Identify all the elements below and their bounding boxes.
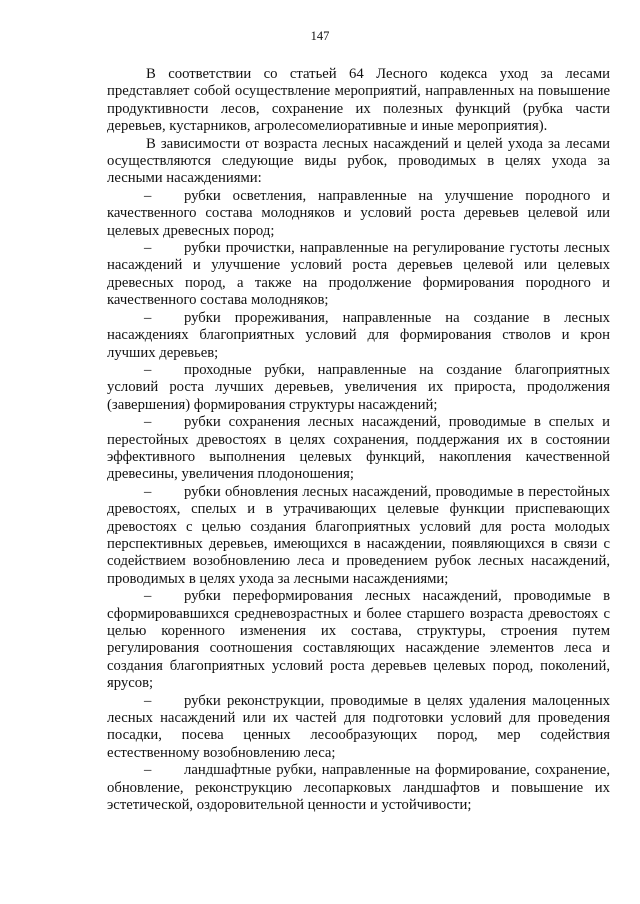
list-item-preservation-cutting xyxy=(107,414,610,484)
list-dash: – xyxy=(144,240,152,257)
list-dash: – xyxy=(144,483,152,500)
list-item-text: рубки осветления, направленные на улучшение породного и качественного состава молодняков и условий роста деревьев целевой или целевых древесных пород; xyxy=(107,187,610,239)
list-item-text: рубки переформирования лесных насаждений, проводимые в сформировавшихся средневозрастных и более старшего возраста древостоях с целью коренного изменения их состава, структуры, строения путем регулирования соотношения составляющих насаждение элементов леса и создания благоприятных условий роста деревьев целевых пород, поколений, ярусов; xyxy=(107,588,610,692)
list-item-landscape-cutting xyxy=(107,762,610,814)
list-dash: – xyxy=(144,309,152,326)
list-item-cleaning-cutting xyxy=(107,240,610,310)
list-item-thinning-cutting xyxy=(107,310,610,362)
list-dash: – xyxy=(144,361,152,378)
list-item-text: рубки прореживания, направленные на создание в лесных насаждениях благоприятных условий для формирования стволов и крон лучших деревьев; xyxy=(107,309,610,361)
intro-paragraph-cutting-types: В зависимости от возраста лесных насаждений и целей ухода за лесами осуществляются следующие виды рубок, проводимых в целях ухода за лесными насаждениями: xyxy=(107,135,610,187)
intro-paragraph-forest-care: В соответствии со статьей 64 Лесного кодекса уход за лесами представляет собой осуществление мероприятий, направленных на повышение продуктивности лесов, сохранение их полезных функций (рубка части деревьев, кустарников, агролесомелиоративные и иные мероприятия). xyxy=(107,66,610,135)
document-body xyxy=(107,66,610,814)
list-dash: – xyxy=(144,414,152,431)
list-item-text: рубки прочистки, направленные на регулирование густоты лесных насаждений и улучшение условий роста деревьев целевой или целевых древесных пород, а также на продолжение формирования породного и качественного состава молодняков; xyxy=(107,240,610,309)
list-item-text: рубки реконструкции, проводимые в целях удаления малоценных лесных насаждений или их частей для подготовки условий для проведения посадки, посева ценных лесообразующих пород, мер содействия естественному возобновлению леса; xyxy=(107,692,610,761)
list-dash: – xyxy=(144,692,152,709)
list-item-text: ландшафтные рубки, направленные на формирование, сохранение, обновление, реконструкцию лесопарковых ландшафтов и повышение их эстетической, оздоровительной ценности и устойчивости; xyxy=(107,762,610,814)
list-dash: – xyxy=(144,187,152,204)
list-item-reformation-cutting xyxy=(107,588,610,692)
list-item-text: рубки сохранения лесных насаждений, проводимые в спелых и перестойных древостоях в целях сохранения, поддержания их в состоянии эффективного выполнения целевых функций, накопления качественной древесины, увеличения плодоношения; xyxy=(107,414,610,483)
list-item-clarification-cutting xyxy=(107,188,610,240)
list-item-text: проходные рубки, направленные на создание благоприятных условий роста лучших деревьев, увеличения их прироста, продолжения (завершения) формирования структуры насаждений; xyxy=(107,361,610,413)
list-item-renewal-cutting xyxy=(107,484,610,588)
page-number: 147 xyxy=(310,29,330,43)
list-item-text: рубки обновления лесных насаждений, проводимые в перестойных древостоях, спелых и в утрачивающих целевые функции приспевающих древостоях с целью создания благоприятных условий для роста молодых перспективных деревьев, имеющихся в насаждении, появляющихся в связи с содействием возобновлению леса и проведением рубок лесных насаждений, проводимых в целях ухода за лесными насаждениями; xyxy=(107,483,610,587)
list-item-reconstruction-cutting xyxy=(107,693,610,763)
list-item-passage-cutting xyxy=(107,362,610,414)
list-dash: – xyxy=(144,762,152,779)
list-dash: – xyxy=(144,588,152,605)
